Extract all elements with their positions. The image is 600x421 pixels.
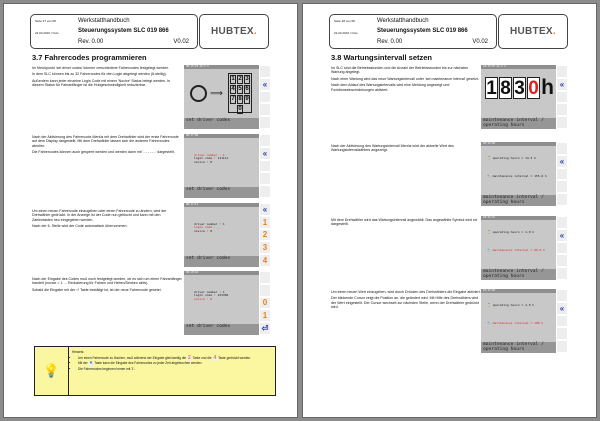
steering-wheel-icon xyxy=(190,85,207,102)
key-2-button[interactable]: 2 xyxy=(259,229,271,242)
paragraph-4: Um einen neuen Wert einzugeben, wird durch Drücken des Drehwählers die Eingabe aktiviert. Der blinkende Cursor zeigt die Position an, die geändert wird. Mit Hilfe des Drehwählers wird der Wert eingestellt. Der Cursor wechselt zur nächsten Stelle, wenn der Drehwähler gedrückt wird. xyxy=(331,290,481,310)
hour-counter: 1 8 3 0 h xyxy=(486,76,554,99)
page-number: Seite 27 von 68 xyxy=(35,19,56,23)
page-header xyxy=(30,14,269,49)
back-button[interactable]: « xyxy=(259,203,271,216)
paragraph-1: Im SLC sind die Betriebsstunden und die Anzahl der Betriebsstunden bis zur nächsten Wartung abgelegt. Nach einer Wartung wird das neue Wartungsintervall unter 'set maintenance interval' gesetzt. Nach dem Ablauf des Wartungsintervalls wird eine Meldung angezeigt und Funktionseinschränkungen aktiviert. xyxy=(331,66,479,92)
display-maintenance-edit: 10:13:46 ⌛ operating hours = 1.0 h 🔧 maintenance interval = 100 h maintenance interval / operating hours xyxy=(481,289,556,353)
page-28 xyxy=(302,3,597,418)
arrow-icon: ⟹ xyxy=(210,88,223,98)
doc-title: Werkstatthandbuch xyxy=(78,18,130,24)
key-1-button[interactable]: 1 xyxy=(259,309,271,322)
page-date: 22.03.2016 / CHo xyxy=(35,31,59,35)
page-27 xyxy=(3,3,298,418)
page-header: Seite 28 von 68 22.03.2016 / CHo Werkstatthandbuch Steuerungssystem SLC 019 866 Rev. 0.00 V0.02 HUBTEX . xyxy=(329,14,568,49)
paragraph-4: Nach der Eingabe des Codes muß noch festgelegt werden, ob es sich um einen Fahranfänger handelt (novice = 1 → Reduzierung für Fahren und Heben/Senken aktiv). Sobald die Eingabe mit der ⏎ Taste bestätigt ist, ist der neue Fahrercode gesetzt. xyxy=(32,277,182,292)
paragraph-2: Nach der Aktivierung des Wartungsintervall Menüs wird der aktuelle Wert des Wartungsintervallzählers angezeigt. xyxy=(331,144,454,153)
paragraph-1: Im Menüpunkt 'set driver codes' können verschiedene Fahrercodes festgelegt werden. In dem SLC können bis zu 32 Fahrercodes für den Login abgelegt werden (6-stellig). Außerdem kann jeder einzelne Login Code mit einem 'Novice' Status belegt werden. In diesem Status für Fahranfänger ist die Hubgeschwindigkeit reduzierbar. xyxy=(32,66,171,88)
key-4-button[interactable]: 4 xyxy=(259,254,271,267)
display-maintenance-selected: 10:13:31 ⌛ operating hours = 1.0 h 🔧 maintenance interval = 99.0 h maintenance interval / operating hours xyxy=(481,216,556,280)
hourglass-icon: ⌛ xyxy=(487,303,491,307)
paragraph-2: Nach der Aktivierung des Fahrercode-Menüs mit dem Drehwähler wird der erste Fahrercode auf dem Display dargestellt. Mit dem Drehwähler lassen sich die anderen Fahrercodes abrufen. Die Fahrercodes können auch gesperrt werden und werden dann mit '- - - - - -' dargestellt. xyxy=(32,135,179,155)
back-button[interactable]: « xyxy=(556,155,568,168)
display-driver-code-novice: 09:18:18 driver number : 1 login code : 123456 novice : 0 set driver codes xyxy=(184,271,259,335)
section-title: 3.8 Wartungsintervall setzen xyxy=(331,53,433,62)
softkeys xyxy=(556,65,568,129)
display-driver-code-edit: 09:17:11 driver number : 1 login code : _ novice : 0 set driver codes xyxy=(184,203,259,267)
softkeys xyxy=(259,65,271,129)
enter-button[interactable]: ⏎ xyxy=(259,322,271,335)
doc-version: V0.02 xyxy=(173,39,189,45)
display-keypad: 09:15:23 24.5 V ⟹ 1 2 3 4 5 6 7 8 9 0 set driver codes xyxy=(184,65,259,129)
key-0-button[interactable]: 0 xyxy=(259,297,271,310)
hourglass-icon: ⌛ xyxy=(487,156,491,160)
lightbulb-icon: 💡 xyxy=(35,347,69,395)
softkeys xyxy=(556,216,568,280)
softkeys xyxy=(259,203,271,267)
back-button[interactable]: « xyxy=(556,78,568,91)
display-maintenance: 10:13:28 ⌛ operating hours = 14.3 h 🔧 maintenance interval = 155.6 h maintenance interval / operating hours xyxy=(481,142,556,206)
key-1-button[interactable]: 1 xyxy=(259,216,271,229)
hubtex-logo: HUBTEX . xyxy=(199,14,269,49)
back-button[interactable]: « xyxy=(259,147,271,160)
paragraph-3: Mit dem Drehwähler wird das Wartungsintervall angewählt. Das angewählte Symbol wird rot dargestellt. xyxy=(331,218,478,227)
back-button[interactable]: « xyxy=(259,78,271,91)
hourglass-icon: ⌛ xyxy=(487,230,491,234)
keypad-icon: 1 2 3 4 5 6 7 8 9 0 xyxy=(228,73,252,113)
doc-revision: Rev. 0.00 xyxy=(78,39,104,45)
wrench-icon: 🔧 xyxy=(487,321,491,325)
key-3-button[interactable]: 3 xyxy=(259,241,271,254)
softkeys xyxy=(259,134,271,198)
softkeys xyxy=(556,289,568,353)
hubtex-logo: HUBTEX . xyxy=(498,14,568,49)
display-counter: 10:13:07 24.3 V 1 8 3 0 h maintenance interval / operating hours xyxy=(481,65,556,129)
section-title: 3.7 Fahrercodes programmieren xyxy=(32,53,147,62)
softkeys xyxy=(556,142,568,206)
back-button[interactable]: « xyxy=(556,302,568,315)
paragraph-3: Um einen neuen Fahrercode einzugeben oder einen Fahrercode zu ändern, wird der Drehwähler gedrückt. In der Anzeige ist der Code nun gelöscht und kann mit den Zahlentasten neu eingegeben werden. Nach der 6. Stelle wird der Code automatisch übernommen. xyxy=(32,209,167,229)
back-button[interactable]: « xyxy=(556,229,568,242)
softkeys xyxy=(259,271,271,335)
doc-subtitle: Steuerungssystem SLC 019 866 xyxy=(78,28,169,34)
display-driver-code: 09:17:09 driver number : 1 login code : 111111 novice : 0 set driver codes xyxy=(184,134,259,198)
wrench-icon: 🔧 xyxy=(487,174,491,178)
wrench-icon: 🔧 xyxy=(487,248,491,252)
note-box: 💡 Hinweis: • Um einen Fahrercode zu löschen, muß während der Eingabe gleichzeitig die 2 Taste und die 4 Taste gedrückt werden. • Mit der « Taste kann die Eingabe des Fahrercodes zu jeder Zeit abgebrochen werden. • Die Fahrercodes beginnen immer mit '1'. xyxy=(34,346,276,396)
